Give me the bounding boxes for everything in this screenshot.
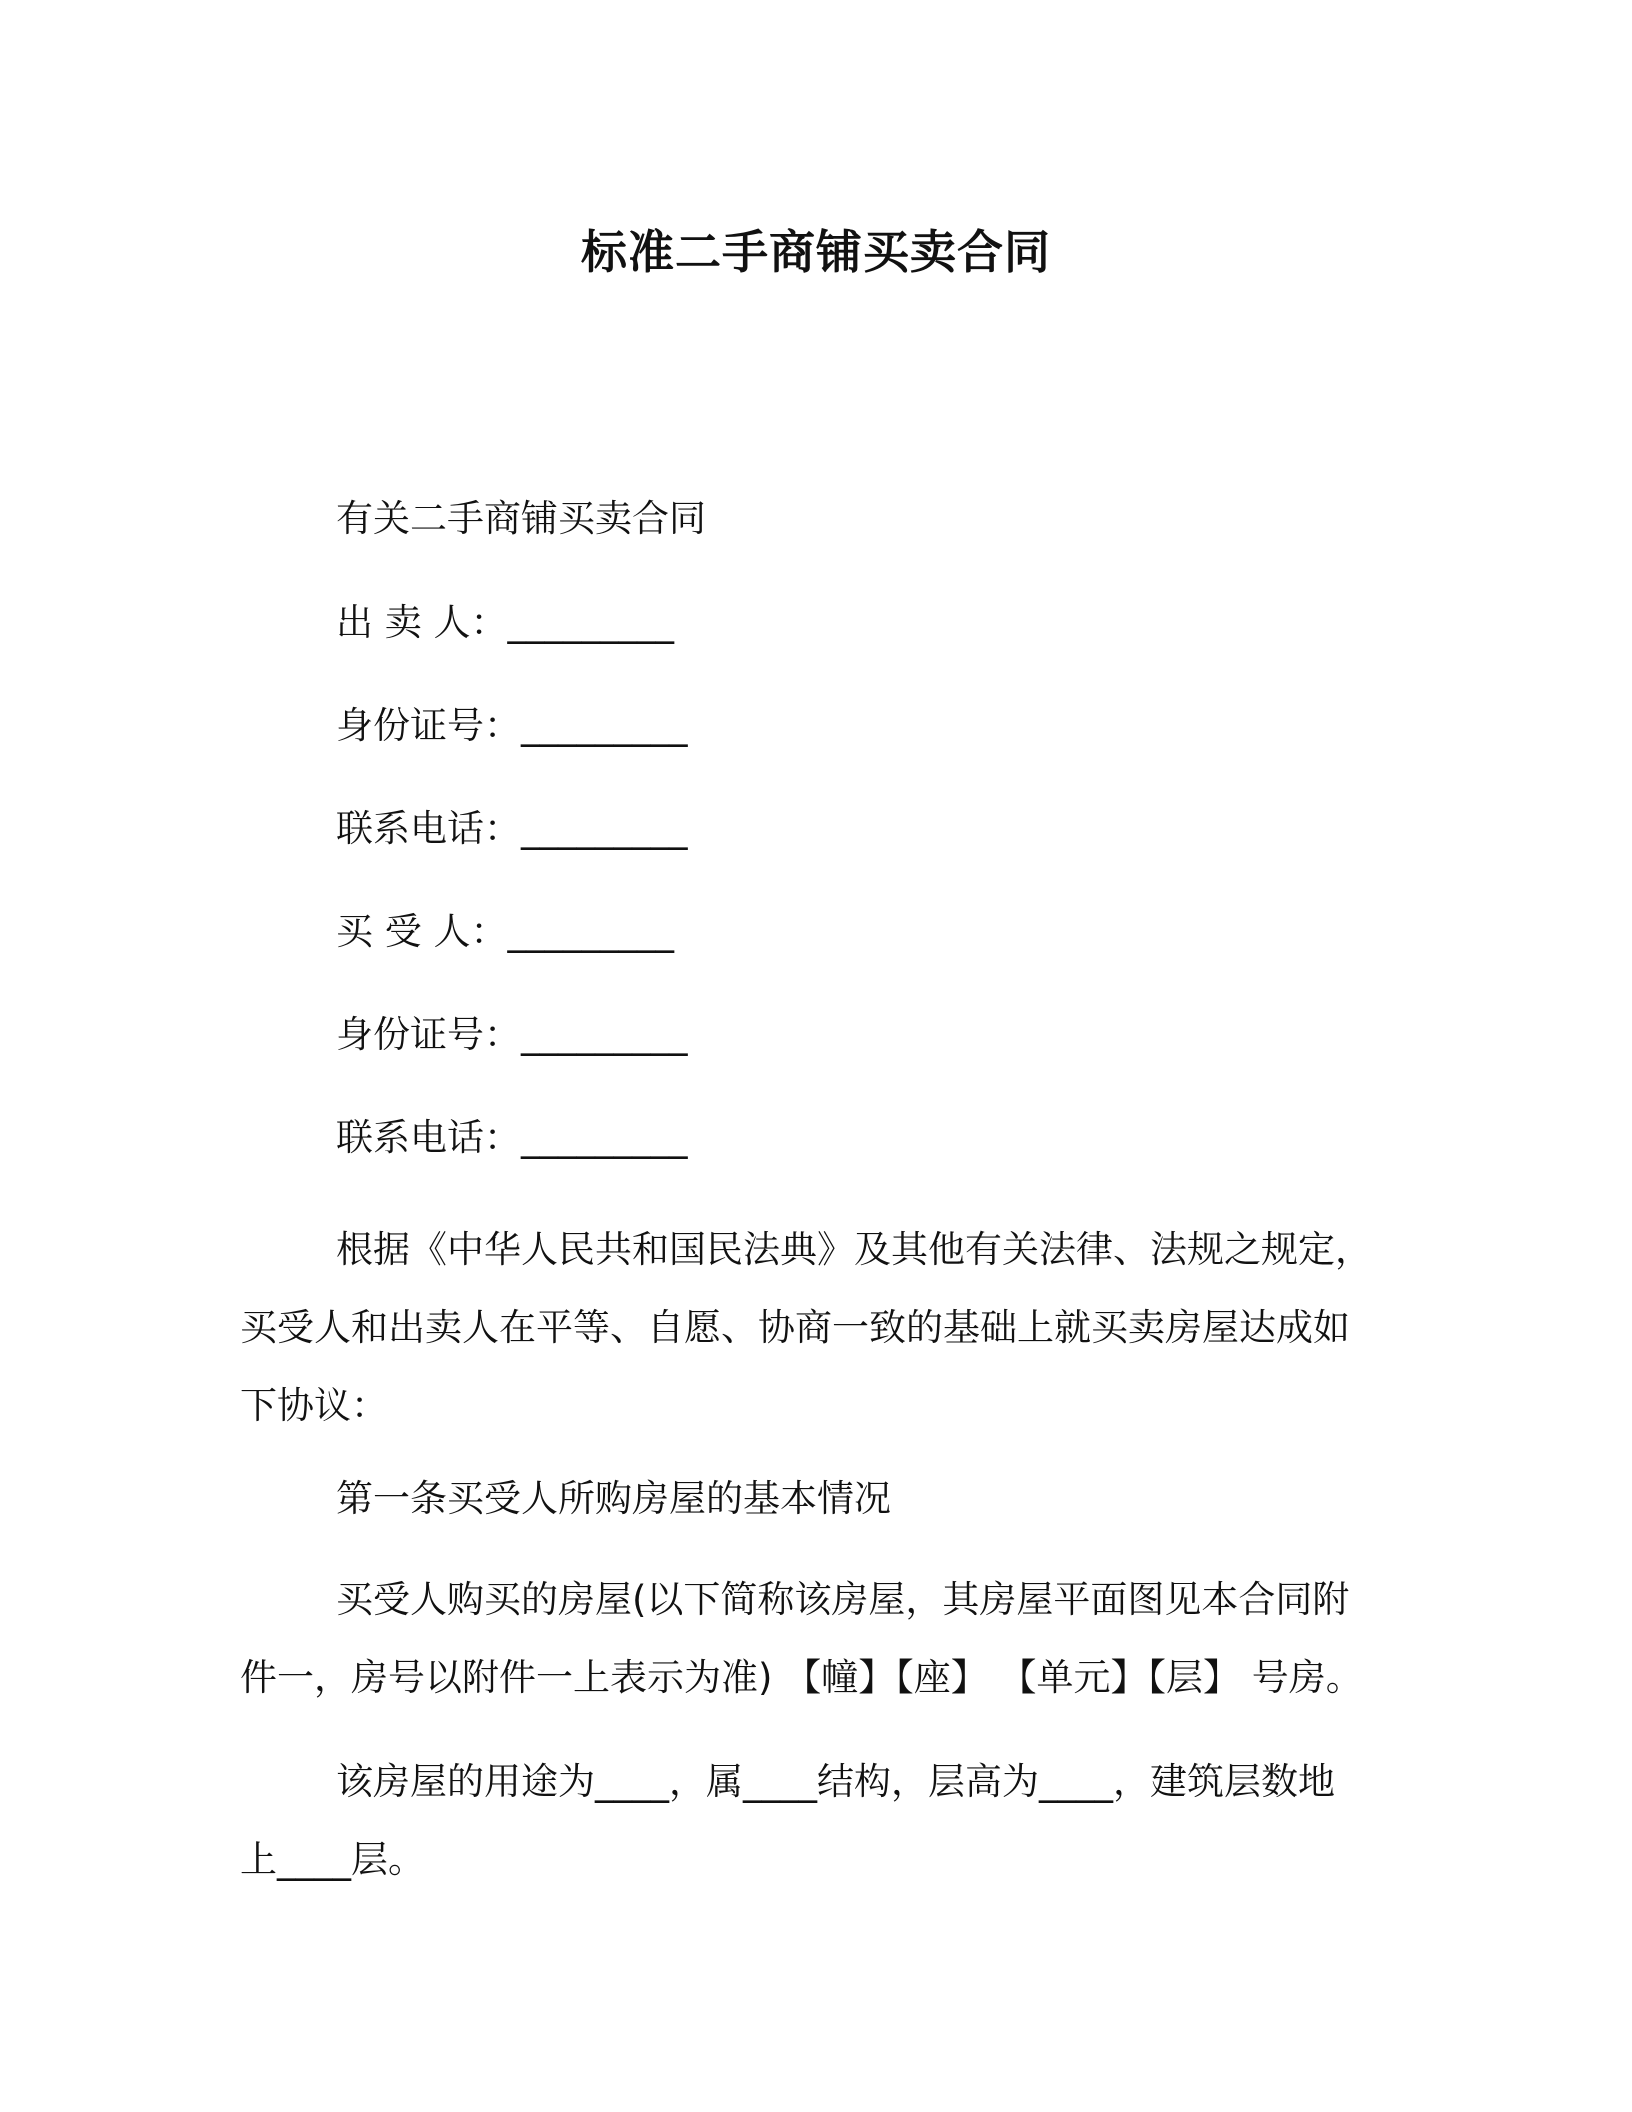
- seller-phone-field: 联系电话：_________: [336, 807, 688, 850]
- preamble-line: 买受人和出卖人在平等、自愿、协商一致的基础上就买卖房屋达成如: [240, 1306, 1350, 1349]
- article-1-heading: 第一条买受人所购房屋的基本情况: [336, 1477, 891, 1520]
- seller-name-field: 出 卖 人：_________: [336, 601, 675, 644]
- preamble-line: 下协议：: [240, 1384, 388, 1427]
- paragraph-line: 买受人购买的房屋(以下简称该房屋，其房屋平面图见本合同附: [336, 1578, 1350, 1621]
- article-1-paragraph-2: [240, 1743, 1390, 1899]
- preamble-paragraph: [240, 1211, 1390, 1445]
- paragraph-line: 件一，房号以附件一上表示为准) 【幢】【座】 【单元】【层】 号房。: [240, 1656, 1363, 1699]
- buyer-id-field: 身份证号：_________: [336, 1013, 688, 1056]
- preamble-line: 根据《中华人民共和国民法典》及其他有关法律、法规之规定，: [336, 1228, 1372, 1271]
- paragraph-line: 该房屋的用途为____，属____结构，层高为____，建筑层数地: [336, 1760, 1335, 1803]
- buyer-phone-field: 联系电话：_________: [336, 1116, 688, 1159]
- paragraph-line: 上____层。: [240, 1838, 425, 1881]
- document-title: 标准二手商铺买卖合同: [581, 225, 1051, 279]
- seller-id-field: 身份证号：_________: [336, 704, 688, 747]
- article-1-paragraph-1: [240, 1561, 1390, 1717]
- buyer-name-field: 买 受 人：_________: [336, 910, 675, 953]
- contract-subtitle: 有关二手商铺买卖合同: [336, 497, 706, 540]
